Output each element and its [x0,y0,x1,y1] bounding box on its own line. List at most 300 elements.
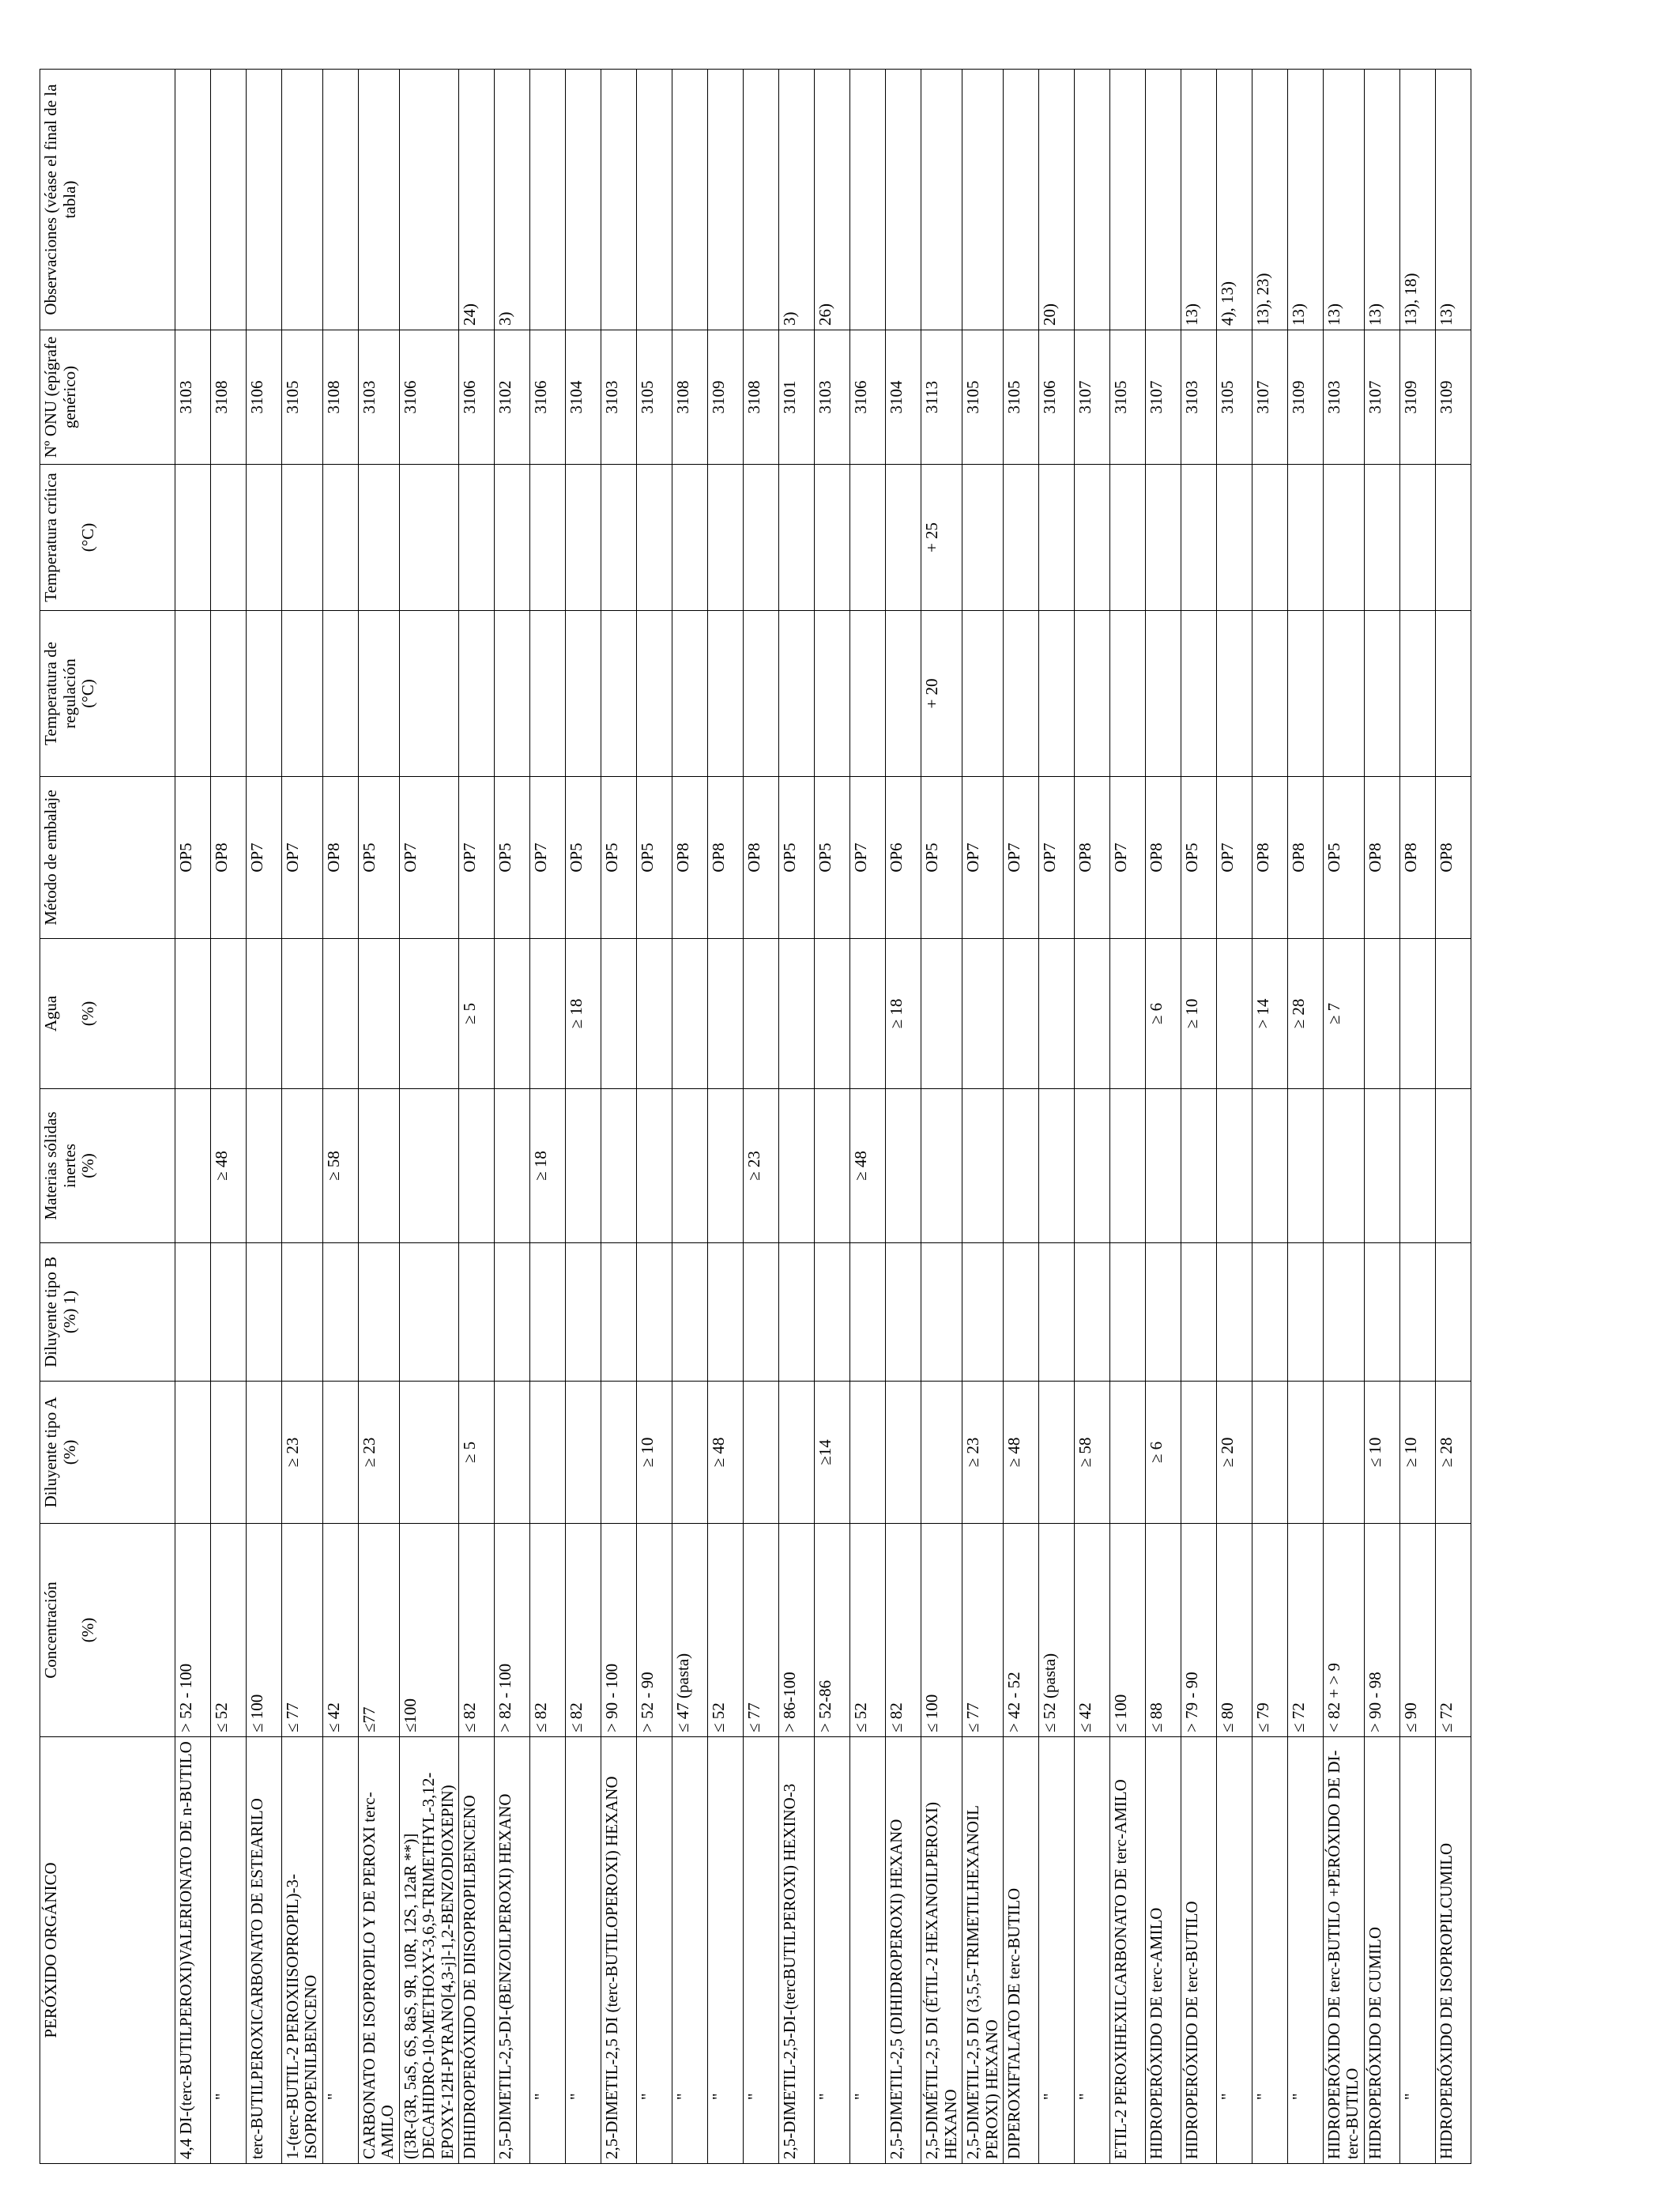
col-concentration-cell: ≤100 [399,1524,459,1737]
col-packing-method-cell: OP7 [1004,777,1039,939]
col-concentration-cell: ≤ 82 [886,1524,921,1737]
col-concentration-cell: ≤ 77 [962,1524,1004,1737]
col-control-temp-cell [886,611,921,777]
col-concentration-cell: > 90 - 98 [1364,1524,1399,1737]
col-un-number-cell: 3105 [281,330,322,465]
col-emergency-temp-cell [246,465,281,611]
col-packing-method-cell: OP7 [1216,777,1252,939]
table-row [459,70,495,2164]
col-packing-method-cell: OP5 [815,777,850,939]
col-emergency-temp-cell [175,465,211,611]
col-emergency-temp-cell [850,465,886,611]
col-diluent-a-cell: ≥ 6 [1146,1382,1181,1524]
col-water-cell [1039,939,1075,1089]
table-row [1364,70,1399,2164]
col-inert-solids-cell [246,1089,281,1243]
col-control-temp-cell: + 20 [921,611,962,777]
table-row [322,70,358,2164]
col-packing-method-cell: OP8 [1435,777,1471,939]
col-peroxide-cell: 2,5-DIMETIL-2,5-DI-(BENZOILPEROXI) HEXANO [495,1737,530,2164]
col-packing-method-cell: OP7 [459,777,495,939]
col-control-temp-cell [1399,611,1435,777]
col-peroxide-cell: " [530,1737,566,2164]
col-peroxide-cell: 2,5-DIMETIL-2,5 DI (terc-BUTILOPEROXI) HEXANO [601,1737,637,2164]
col-control-temp-cell [815,611,850,777]
col-diluent-a-cell [566,1382,601,1524]
table-row [175,70,211,2164]
table-row [962,70,1004,2164]
col-emergency-temp-cell [1075,465,1110,611]
col-inert-solids-cell [779,1089,815,1243]
col-control-temp-cell [495,611,530,777]
col-inert-solids-cell [175,1089,211,1243]
col-remarks-cell: 13) [1435,70,1471,330]
col-peroxide-cell: " [850,1737,886,2164]
table-row [399,70,459,2164]
col-packing-method-cell: OP7 [1039,777,1075,939]
col-control-temp-cell [358,611,399,777]
col-peroxide-cell: " [566,1737,601,2164]
col-concentration-cell: ≤ 82 [566,1524,601,1737]
col-un-number-cell: 3113 [921,330,962,465]
col-un-number-cell: 3106 [850,330,886,465]
col-diluent-b-cell [322,1243,358,1382]
table-row [1435,70,1471,2164]
col-un-number-cell: 3109 [1435,330,1471,465]
col-packing-method-cell: OP5 [779,777,815,939]
col-inert-solids-cell [1075,1089,1110,1243]
col-diluent-a-cell [672,1382,708,1524]
col-control-temp-cell [708,611,744,777]
col-diluent-a-cell [1323,1382,1364,1524]
col-diluent-b-cell [399,1243,459,1382]
col-water-cell [1075,939,1110,1089]
col-packing-method-cell: OP7 [530,777,566,939]
col-diluent-b-cell [921,1243,962,1382]
col-un-number-cell: 3103 [601,330,637,465]
col-inert-solids-cell [358,1089,399,1243]
col-packing-method-cell: OP5 [495,777,530,939]
col-diluent-b-cell [962,1243,1004,1382]
col-remarks-cell [637,70,672,330]
col-peroxide-cell: DIHIDROPERÓXIDO DE DIISOPROPILBENCENO [459,1737,495,2164]
col-diluent-b-cell [744,1243,779,1382]
col-control-temp-cell [1110,611,1146,777]
col-water-cell [495,939,530,1089]
col-water-cell: ≥ 10 [1181,939,1216,1089]
col-diluent-b-cell [708,1243,744,1382]
table-row [850,70,886,2164]
col-diluent-b-cell [779,1243,815,1382]
col-diluent-a-cell [246,1382,281,1524]
col-concentration-cell: > 52 - 90 [637,1524,672,1737]
col-emergency-temp-cell [530,465,566,611]
col-water-cell [1435,939,1471,1089]
col-packing-method-cell: OP8 [1287,777,1323,939]
col-control-temp-cell [672,611,708,777]
col-emergency-temp-cell [1216,465,1252,611]
col-remarks-cell: 13) [1364,70,1399,330]
col-diluent-a-cell [1110,1382,1146,1524]
col-diluent-b-cell [1075,1243,1110,1382]
col-inert-solids-cell [399,1089,459,1243]
col-inert-solids-cell [1181,1089,1216,1243]
col-un-number-cell: 3103 [358,330,399,465]
table-row [281,70,322,2164]
col-peroxide-cell: 4,4 DI-(terc-BUTILPEROXI)VALERIONATO DE n-BUTILO [175,1737,211,2164]
col-inert-solids-cell: ≥ 48 [210,1089,246,1243]
col-peroxide-cell: HIDROPERÓXIDO DE terc-BUTILO +PERÓXIDO DE DI-terc-BUTILO [1323,1737,1364,2164]
col-remarks-cell [1110,70,1146,330]
col-concentration-cell: > 82 - 100 [495,1524,530,1737]
col-water-cell [962,939,1004,1089]
col-concentration-cell: ≤ 42 [322,1524,358,1737]
col-diluent-b-cell [850,1243,886,1382]
col-peroxide-cell: " [210,1737,246,2164]
table-row [1039,70,1075,2164]
col-packing-method-cell: OP7 [399,777,459,939]
col-inert-solids-cell [495,1089,530,1243]
col-emergency-temp-cell [566,465,601,611]
col-diluent-a-cell [1287,1382,1323,1524]
col-remarks-cell: 3) [779,70,815,330]
col-packing-method-cell: OP8 [672,777,708,939]
col-control-temp-cell [850,611,886,777]
table-row [815,70,850,2164]
col-diluent-b-cell [1110,1243,1146,1382]
col-concentration-cell: ≤ 100 [1110,1524,1146,1737]
col-control-temp-cell [744,611,779,777]
col-un-number-cell: 3105 [1216,330,1252,465]
col-un-number-cell: 3109 [1287,330,1323,465]
col-concentration-cell: ≤ 52 [210,1524,246,1737]
col-water-cell: ≥ 5 [459,939,495,1089]
table-row [1004,70,1039,2164]
table-row [886,70,921,2164]
col-inert-solids-cell [708,1089,744,1243]
col-diluent-b-cell [1364,1243,1399,1382]
col-diluent-a-cell: ≥ 58 [1075,1382,1110,1524]
col-peroxide-cell: 2,5-DIMETIL-2,5-DI-(tercBUTILPEROXI) HEXINO-3 [779,1737,815,2164]
col-remarks-cell [175,70,211,330]
col-emergency-temp-cell [1110,465,1146,611]
col-diluent-b-cell [495,1243,530,1382]
col-diluent-b-cell [1181,1243,1216,1382]
col-packing-method-cell: OP5 [175,777,211,939]
col-inert-solids-cell: ≥ 48 [850,1089,886,1243]
col-remarks-cell [1004,70,1039,330]
col-emergency-temp-cell [1039,465,1075,611]
col-inert-solids-cell [921,1089,962,1243]
col-control-temp-cell [399,611,459,777]
table-row [210,70,246,2164]
col-inert-solids-cell [459,1089,495,1243]
col-concentration-cell: ≤ 82 [459,1524,495,1737]
col-un-number-cell: 3101 [779,330,815,465]
col-packing-method-cell: OP8 [708,777,744,939]
col-remarks-cell: 13) [1323,70,1364,330]
col-remarks-cell [246,70,281,330]
col-emergency-temp-cell [210,465,246,611]
col-remarks-cell [281,70,322,330]
col-diluent-b-cell [672,1243,708,1382]
col-peroxide-cell: 1-(terc-BUTIL-2 PEROXIISOPROPIL)-3-ISOPROPENILBENCENO [281,1737,322,2164]
col-water-cell: ≥ 7 [1323,939,1364,1089]
col-remarks-cell: 13) [1181,70,1216,330]
col-packing-method-cell: OP8 [744,777,779,939]
col-un-number-cell: 3103 [175,330,211,465]
col-diluent-a-cell: ≥ 10 [1399,1382,1435,1524]
col-packing-method-cell: OP5 [637,777,672,939]
col-control-temp-cell [1287,611,1323,777]
col-inert-solids-cell [1323,1089,1364,1243]
col-concentration-cell: ≤ 100 [921,1524,962,1737]
col-packing-method-cell: OP7 [962,777,1004,939]
col-concentration-cell: ≤ 52 [850,1524,886,1737]
col-peroxide-cell: " [1039,1737,1075,2164]
table-row [1075,70,1110,2164]
col-inert-solids-cell [1364,1089,1399,1243]
col-emergency-temp-cell [322,465,358,611]
col-peroxide-cell: " [1216,1737,1252,2164]
col-control-temp-cell [1039,611,1075,777]
col-inert-solids-header: Materias sólidas inertes (%) [40,1089,175,1243]
col-peroxide-cell: ETIL-2 PEROXIHEXILCARBONATO DE terc-AMILO [1110,1737,1146,2164]
col-water-cell: ≥ 18 [886,939,921,1089]
col-control-temp-cell [459,611,495,777]
table-row [779,70,815,2164]
col-un-number-cell: 3103 [1323,330,1364,465]
col-packing-method-cell: OP7 [1110,777,1146,939]
col-water-cell [530,939,566,1089]
col-remarks-cell: 3) [495,70,530,330]
col-inert-solids-cell [1399,1089,1435,1243]
col-control-temp-cell [530,611,566,777]
col-diluent-a-cell [1181,1382,1216,1524]
col-un-number-cell: 3108 [322,330,358,465]
col-peroxide-cell: HIDROPERÓXIDO DE CUMILO [1364,1737,1399,2164]
col-control-temp-cell [779,611,815,777]
col-remarks-cell [886,70,921,330]
col-diluent-b-cell [637,1243,672,1382]
col-concentration-cell: ≤ 52 [708,1524,744,1737]
col-remarks-cell [358,70,399,330]
table-row [637,70,672,2164]
col-water-cell [399,939,459,1089]
col-diluent-a-cell [495,1382,530,1524]
col-un-number-cell: 3108 [210,330,246,465]
col-water-cell [779,939,815,1089]
col-control-temp-cell [322,611,358,777]
col-un-number-cell: 3104 [566,330,601,465]
col-packing-method-cell: OP5 [601,777,637,939]
col-un-number-cell: 3103 [815,330,850,465]
col-emergency-temp-cell [1323,465,1364,611]
table-row [1216,70,1252,2164]
col-remarks-header: Observaciones (véase el final de la tabla) [40,70,175,330]
col-remarks-cell [921,70,962,330]
col-diluent-a-cell [399,1382,459,1524]
col-diluent-a-cell [886,1382,921,1524]
col-remarks-cell: 13), 23) [1252,70,1287,330]
table-row [246,70,281,2164]
col-concentration-header: Concentración (%) [40,1524,175,1737]
col-control-temp-cell [1364,611,1399,777]
col-emergency-temp-cell [495,465,530,611]
col-control-temp-cell [1146,611,1181,777]
col-remarks-cell [962,70,1004,330]
col-concentration-cell: ≤ 72 [1287,1524,1323,1737]
col-un-number-cell: 3106 [1039,330,1075,465]
col-diluent-b-cell [246,1243,281,1382]
col-peroxide-cell: " [744,1737,779,2164]
col-concentration-cell: > 42 - 52 [1004,1524,1039,1737]
col-concentration-cell: ≤ 82 [530,1524,566,1737]
col-inert-solids-cell [886,1089,921,1243]
col-un-number-cell: 3108 [672,330,708,465]
col-peroxide-cell: HIDROPERÓXIDO DE terc-AMILO [1146,1737,1181,2164]
col-diluent-b-cell [566,1243,601,1382]
col-diluent-a-header: Diluyente tipo A (%) [40,1382,175,1524]
col-un-number-cell: 3105 [1004,330,1039,465]
col-emergency-temp-cell [815,465,850,611]
col-control-temp-cell [1323,611,1364,777]
col-remarks-cell [566,70,601,330]
col-packing-method-cell: OP8 [1399,777,1435,939]
col-un-number-cell: 3107 [1252,330,1287,465]
col-remarks-cell: 13) [1287,70,1323,330]
col-remarks-cell [1075,70,1110,330]
table-row [358,70,399,2164]
col-emergency-temp-cell [399,465,459,611]
col-peroxide-cell: " [672,1737,708,2164]
col-inert-solids-cell [281,1089,322,1243]
col-inert-solids-cell: ≥ 18 [530,1089,566,1243]
col-water-cell: > 14 [1252,939,1287,1089]
col-control-temp-cell [175,611,211,777]
table-body [175,70,1471,2164]
col-water-cell [637,939,672,1089]
col-inert-solids-cell [1110,1089,1146,1243]
col-inert-solids-cell [1287,1089,1323,1243]
col-emergency-temp-cell [601,465,637,611]
col-emergency-temp-cell [281,465,322,611]
table-row [744,70,779,2164]
col-emergency-temp-cell [459,465,495,611]
col-diluent-a-cell: ≥ 48 [708,1382,744,1524]
col-diluent-a-cell: ≥ 5 [459,1382,495,1524]
col-control-temp-cell [1075,611,1110,777]
col-diluent-a-cell [744,1382,779,1524]
col-un-number-cell: 3106 [246,330,281,465]
col-concentration-cell: ≤ 42 [1075,1524,1110,1737]
table-row [672,70,708,2164]
col-packing-method-cell: OP5 [1181,777,1216,939]
col-un-number-cell: 3104 [886,330,921,465]
col-remarks-cell [744,70,779,330]
table-row [495,70,530,2164]
col-inert-solids-cell [1004,1089,1039,1243]
col-remarks-cell: 20) [1039,70,1075,330]
col-inert-solids-cell [672,1089,708,1243]
col-emergency-temp-cell [1364,465,1399,611]
col-un-number-cell: 3107 [1075,330,1110,465]
col-water-cell [358,939,399,1089]
col-peroxide-cell: " [1287,1737,1323,2164]
col-packing-method-cell: OP8 [210,777,246,939]
col-concentration-cell: ≤ 100 [246,1524,281,1737]
col-control-temp-header: Temperatura de regulación (°C) [40,611,175,777]
col-un-number-cell: 3108 [744,330,779,465]
col-diluent-b-cell [1146,1243,1181,1382]
col-diluent-b-cell [1004,1243,1039,1382]
col-un-number-cell: 3107 [1146,330,1181,465]
col-emergency-temp-cell [1399,465,1435,611]
col-diluent-a-cell: ≥ 23 [962,1382,1004,1524]
col-peroxide-cell: " [637,1737,672,2164]
col-water-cell [1399,939,1435,1089]
col-peroxide-cell: " [322,1737,358,2164]
col-emergency-temp-cell [1004,465,1039,611]
table-row [601,70,637,2164]
col-remarks-cell [672,70,708,330]
col-control-temp-cell [246,611,281,777]
col-water-cell: ≥ 28 [1287,939,1323,1089]
col-diluent-b-cell [1435,1243,1471,1382]
col-un-number-cell: 3103 [1181,330,1216,465]
col-un-number-cell: 3105 [637,330,672,465]
col-water-cell [322,939,358,1089]
col-peroxide-cell: " [708,1737,744,2164]
col-peroxide-cell: " [815,1737,850,2164]
col-water-cell: ≥ 18 [566,939,601,1089]
col-emergency-temp-cell [1287,465,1323,611]
col-un-number-cell: 3106 [399,330,459,465]
col-diluent-b-header: Diluyente tipo B (%) 1) [40,1243,175,1382]
col-emergency-temp-cell [779,465,815,611]
col-un-number-cell: 3107 [1364,330,1399,465]
col-diluent-b-cell [281,1243,322,1382]
col-control-temp-cell [1004,611,1039,777]
col-water-cell [744,939,779,1089]
col-packing-method-cell: OP5 [921,777,962,939]
col-diluent-a-cell: ≥ 48 [1004,1382,1039,1524]
col-concentration-cell: ≤ 52 (pasta) [1039,1524,1075,1737]
col-remarks-cell: 26) [815,70,850,330]
col-remarks-cell [530,70,566,330]
col-packing-method-cell: OP8 [1146,777,1181,939]
col-emergency-temp-header: Temperatura crítica (°C) [40,465,175,611]
col-water-cell [601,939,637,1089]
col-diluent-b-cell [1323,1243,1364,1382]
col-diluent-a-cell [921,1382,962,1524]
col-diluent-a-cell: ≥ 20 [1216,1382,1252,1524]
col-inert-solids-cell [1216,1089,1252,1243]
header-row [40,70,175,2164]
col-concentration-cell: ≤ 72 [1435,1524,1471,1737]
col-peroxide-cell: DIPEROXIFTALATO DE terc-BUTILO [1004,1737,1039,2164]
col-packing-method-cell: OP8 [1364,777,1399,939]
col-peroxide-cell: HIDROPERÓXIDO DE ISOPROPILCUMILO [1435,1737,1471,2164]
col-emergency-temp-cell [886,465,921,611]
col-water-cell [1004,939,1039,1089]
col-packing-method-cell: OP7 [281,777,322,939]
col-remarks-cell [850,70,886,330]
col-un-number-cell: 3105 [1110,330,1146,465]
col-inert-solids-cell [601,1089,637,1243]
col-diluent-a-cell: ≥ 10 [637,1382,672,1524]
col-concentration-cell: ≤ 90 [1399,1524,1435,1737]
